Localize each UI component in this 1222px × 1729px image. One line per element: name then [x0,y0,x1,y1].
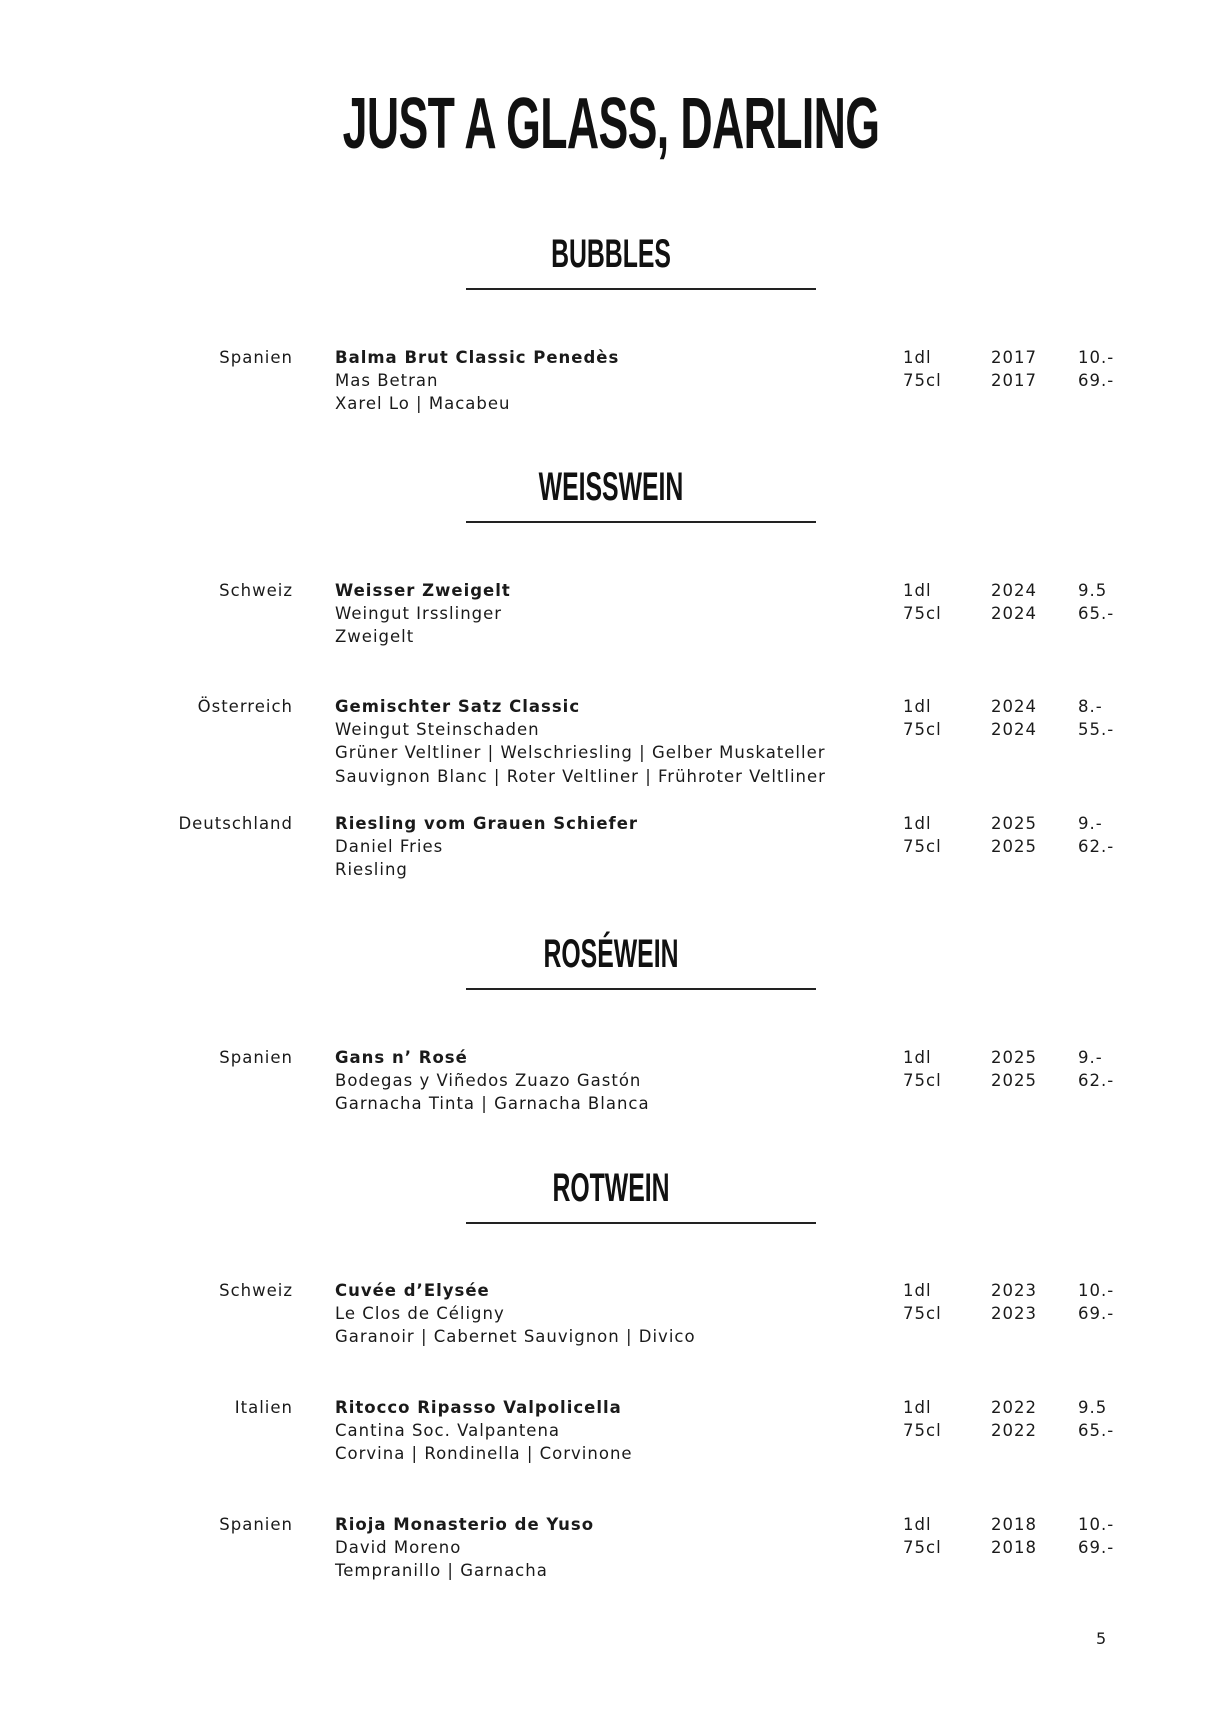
section-divider [466,988,816,990]
serving-size: 75cl [903,1421,942,1440]
price: 62.- [1078,837,1115,856]
section-heading: WEISSWEIN [538,465,684,509]
price: 10.- [1078,1515,1115,1534]
vintage-year: 2025 [991,814,1037,833]
serving-size: 75cl [903,1071,942,1090]
wine-name: Ritocco Ripasso Valpolicella [335,1398,622,1417]
section-heading: ROSÉWEIN [543,932,679,976]
price: 69.- [1078,1304,1115,1323]
section-heading: BUBBLES [551,232,671,276]
price: 62.- [1078,1071,1115,1090]
wine-producer: David Moreno [335,1538,462,1557]
wine-name: Weisser Zweigelt [335,581,511,600]
serving-size: 75cl [903,1538,942,1557]
price: 65.- [1078,604,1115,623]
wine-grapes: Corvina | Rondinella | Corvinone [335,1444,633,1463]
serving-size: 1dl [903,1048,932,1067]
vintage-year: 2022 [991,1421,1037,1440]
wine-producer: Weingut Irsslinger [335,604,503,623]
serving-size: 1dl [903,1398,932,1417]
vintage-year: 2025 [991,1071,1037,1090]
serving-size: 1dl [903,1515,932,1534]
wine-country: Schweiz [219,581,293,600]
wine-grapes: Riesling [335,860,408,879]
serving-size: 75cl [903,837,942,856]
price: 9.5 [1078,1398,1108,1417]
page-title: JUST A GLASS, DARLING [342,84,880,164]
wine-name: Gemischter Satz Classic [335,697,581,716]
serving-size: 75cl [903,604,942,623]
vintage-year: 2025 [991,1048,1037,1067]
vintage-year: 2023 [991,1281,1037,1300]
serving-size: 1dl [903,814,932,833]
wine-country: Italien [234,1398,293,1417]
wine-country: Schweiz [219,1281,293,1300]
wine-grapes: Garanoir | Cabernet Sauvignon | Divico [335,1327,696,1346]
vintage-year: 2018 [991,1515,1037,1534]
price: 8.- [1078,697,1103,716]
vintage-year: 2017 [991,371,1037,390]
price: 69.- [1078,1538,1115,1557]
section-divider [466,288,816,290]
serving-size: 1dl [903,1281,932,1300]
page-number: 5 [1096,1629,1107,1648]
vintage-year: 2022 [991,1398,1037,1417]
wine-producer: Weingut Steinschaden [335,720,540,739]
wine-producer: Mas Betran [335,371,439,390]
wine-country: Deutschland [178,814,293,833]
vintage-year: 2024 [991,697,1037,716]
wine-producer: Cantina Soc. Valpantena [335,1421,561,1440]
vintage-year: 2023 [991,1304,1037,1323]
section-heading: ROTWEIN [552,1166,670,1210]
vintage-year: 2024 [991,720,1037,739]
price: 65.- [1078,1421,1115,1440]
wine-grapes: Zweigelt [335,627,415,646]
wine-grapes: Sauvignon Blanc | Roter Veltliner | Frühroter Veltliner [335,767,826,786]
wine-country: Spanien [219,1515,293,1534]
wine-name: Balma Brut Classic Penedès [335,348,620,367]
serving-size: 1dl [903,581,932,600]
wine-name: Riesling vom Grauen Schiefer [335,814,639,833]
serving-size: 75cl [903,720,942,739]
section-divider [466,1222,816,1224]
wine-name: Cuvée d’Elysée [335,1281,490,1300]
wine-country: Spanien [219,1048,293,1067]
wine-producer: Daniel Fries [335,837,444,856]
serving-size: 1dl [903,697,932,716]
serving-size: 75cl [903,371,942,390]
price: 10.- [1078,1281,1115,1300]
wine-grapes: Grüner Veltliner | Welschriesling | Gelber Muskateller [335,743,826,762]
wine-country: Spanien [219,348,293,367]
wine-grapes: Garnacha Tinta | Garnacha Blanca [335,1094,650,1113]
serving-size: 1dl [903,348,932,367]
price: 55.- [1078,720,1115,739]
wine-producer: Bodegas y Viñedos Zuazo Gastón [335,1071,642,1090]
price: 69.- [1078,371,1115,390]
wine-name: Gans n’ Rosé [335,1048,468,1067]
section-divider [466,521,816,523]
wine-country: Österreich [197,697,293,716]
price: 9.- [1078,814,1103,833]
wine-grapes: Tempranillo | Garnacha [335,1561,548,1580]
wine-name: Rioja Monasterio de Yuso [335,1515,595,1534]
wine-producer: Le Clos de Céligny [335,1304,505,1323]
serving-size: 75cl [903,1304,942,1323]
vintage-year: 2025 [991,837,1037,856]
vintage-year: 2018 [991,1538,1037,1557]
vintage-year: 2024 [991,604,1037,623]
price: 9.- [1078,1048,1103,1067]
price: 10.- [1078,348,1115,367]
wine-grapes: Xarel Lo | Macabeu [335,394,511,413]
price: 9.5 [1078,581,1108,600]
vintage-year: 2024 [991,581,1037,600]
vintage-year: 2017 [991,348,1037,367]
